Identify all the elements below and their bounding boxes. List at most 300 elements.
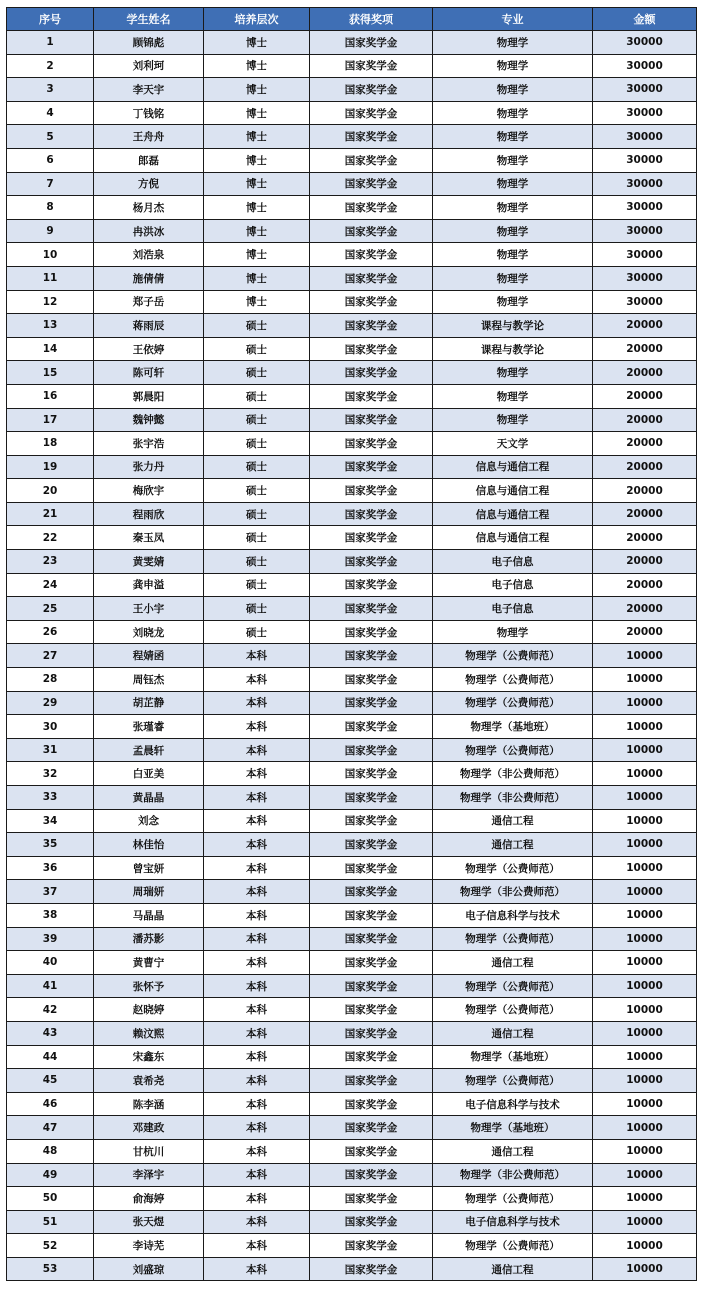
cell-amount: 30000 xyxy=(593,290,697,314)
cell-index: 28 xyxy=(7,668,94,692)
cell-amount: 20000 xyxy=(593,573,697,597)
cell-award: 国家奖学金 xyxy=(310,432,433,456)
header-row xyxy=(7,8,697,31)
cell-award: 国家奖学金 xyxy=(310,880,433,904)
cell-level: 本科 xyxy=(204,1210,310,1234)
cell-award: 国家奖学金 xyxy=(310,809,433,833)
cell-index: 31 xyxy=(7,738,94,762)
cell-index: 38 xyxy=(7,903,94,927)
cell-award: 国家奖学金 xyxy=(310,337,433,361)
cell-award: 国家奖学金 xyxy=(310,125,433,149)
cell-index: 27 xyxy=(7,644,94,668)
cell-award: 国家奖学金 xyxy=(310,455,433,479)
cell-student-name: 王依婷 xyxy=(94,337,204,361)
cell-level: 本科 xyxy=(204,1045,310,1069)
cell-major: 物理学 xyxy=(433,196,593,220)
cell-level: 本科 xyxy=(204,809,310,833)
table-row xyxy=(7,880,697,904)
cell-major: 通信工程 xyxy=(433,951,593,975)
cell-major: 物理学 xyxy=(433,408,593,432)
cell-amount: 30000 xyxy=(593,125,697,149)
table-row xyxy=(7,974,697,998)
cell-award: 国家奖学金 xyxy=(310,974,433,998)
cell-level: 本科 xyxy=(204,974,310,998)
cell-major: 物理学 xyxy=(433,31,593,55)
cell-award: 国家奖学金 xyxy=(310,266,433,290)
cell-award: 国家奖学金 xyxy=(310,526,433,550)
cell-award: 国家奖学金 xyxy=(310,361,433,385)
cell-level: 本科 xyxy=(204,738,310,762)
cell-level: 本科 xyxy=(204,927,310,951)
cell-amount: 10000 xyxy=(593,809,697,833)
cell-major: 物理学 xyxy=(433,101,593,125)
cell-level: 本科 xyxy=(204,1257,310,1281)
cell-student-name: 陈可轩 xyxy=(94,361,204,385)
cell-student-name: 顾锦彪 xyxy=(94,31,204,55)
cell-level: 硕士 xyxy=(204,408,310,432)
cell-award: 国家奖学金 xyxy=(310,668,433,692)
cell-major: 信息与通信工程 xyxy=(433,526,593,550)
table-row xyxy=(7,644,697,668)
cell-amount: 10000 xyxy=(593,1163,697,1187)
cell-index: 51 xyxy=(7,1210,94,1234)
cell-student-name: 郑子岳 xyxy=(94,290,204,314)
cell-award: 国家奖学金 xyxy=(310,644,433,668)
cell-index: 20 xyxy=(7,479,94,503)
cell-index: 42 xyxy=(7,998,94,1022)
cell-index: 6 xyxy=(7,148,94,172)
cell-student-name: 龚申溢 xyxy=(94,573,204,597)
table-row xyxy=(7,125,697,149)
cell-level: 本科 xyxy=(204,1021,310,1045)
table-row xyxy=(7,337,697,361)
cell-amount: 10000 xyxy=(593,1187,697,1211)
cell-student-name: 白亚美 xyxy=(94,762,204,786)
cell-award: 国家奖学金 xyxy=(310,573,433,597)
cell-student-name: 郭晨阳 xyxy=(94,384,204,408)
cell-major: 电子信息 xyxy=(433,597,593,621)
cell-amount: 20000 xyxy=(593,620,697,644)
cell-major: 物理学 xyxy=(433,290,593,314)
cell-amount: 10000 xyxy=(593,903,697,927)
cell-student-name: 张怀予 xyxy=(94,974,204,998)
cell-student-name: 邓建政 xyxy=(94,1116,204,1140)
cell-level: 博士 xyxy=(204,219,310,243)
cell-index: 15 xyxy=(7,361,94,385)
cell-level: 博士 xyxy=(204,266,310,290)
cell-amount: 30000 xyxy=(593,196,697,220)
cell-award: 国家奖学金 xyxy=(310,1187,433,1211)
table-row xyxy=(7,432,697,456)
cell-amount: 10000 xyxy=(593,880,697,904)
cell-student-name: 施倩倩 xyxy=(94,266,204,290)
cell-index: 4 xyxy=(7,101,94,125)
cell-major: 物理学（公费师范） xyxy=(433,927,593,951)
cell-amount: 10000 xyxy=(593,927,697,951)
cell-amount: 20000 xyxy=(593,384,697,408)
cell-award: 国家奖学金 xyxy=(310,479,433,503)
cell-student-name: 刘念 xyxy=(94,809,204,833)
cell-level: 本科 xyxy=(204,644,310,668)
cell-major: 物理学（公费师范） xyxy=(433,738,593,762)
cell-student-name: 张瑾睿 xyxy=(94,715,204,739)
cell-student-name: 周钰杰 xyxy=(94,668,204,692)
cell-major: 物理学 xyxy=(433,243,593,267)
table-row xyxy=(7,927,697,951)
cell-award: 国家奖学金 xyxy=(310,1139,433,1163)
cell-student-name: 程婧函 xyxy=(94,644,204,668)
cell-student-name: 李诗芜 xyxy=(94,1234,204,1258)
cell-amount: 10000 xyxy=(593,1234,697,1258)
table-row xyxy=(7,762,697,786)
table-row xyxy=(7,1210,697,1234)
cell-student-name: 王小宇 xyxy=(94,597,204,621)
cell-index: 5 xyxy=(7,125,94,149)
cell-student-name: 郎磊 xyxy=(94,148,204,172)
table-row xyxy=(7,550,697,574)
cell-level: 硕士 xyxy=(204,432,310,456)
cell-major: 物理学 xyxy=(433,219,593,243)
cell-level: 博士 xyxy=(204,196,310,220)
cell-level: 硕士 xyxy=(204,361,310,385)
cell-student-name: 李天宇 xyxy=(94,78,204,102)
table-row xyxy=(7,408,697,432)
cell-award: 国家奖学金 xyxy=(310,738,433,762)
cell-major: 物理学 xyxy=(433,266,593,290)
table-header xyxy=(7,8,697,31)
cell-major: 通信工程 xyxy=(433,809,593,833)
column-header-amount: 金额 xyxy=(593,8,697,31)
cell-amount: 20000 xyxy=(593,408,697,432)
cell-major: 电子信息 xyxy=(433,573,593,597)
cell-student-name: 赖汶熙 xyxy=(94,1021,204,1045)
cell-amount: 20000 xyxy=(593,432,697,456)
cell-student-name: 刘盛琼 xyxy=(94,1257,204,1281)
table-row xyxy=(7,479,697,503)
cell-student-name: 方倪 xyxy=(94,172,204,196)
cell-student-name: 林佳怡 xyxy=(94,833,204,857)
cell-major: 物理学 xyxy=(433,620,593,644)
cell-major: 物理学（公费师范） xyxy=(433,668,593,692)
cell-level: 博士 xyxy=(204,290,310,314)
table-row xyxy=(7,903,697,927)
cell-major: 电子信息科学与技术 xyxy=(433,1210,593,1234)
table-row xyxy=(7,290,697,314)
column-header-award: 获得奖项 xyxy=(310,8,433,31)
cell-award: 国家奖学金 xyxy=(310,172,433,196)
cell-award: 国家奖学金 xyxy=(310,148,433,172)
cell-level: 本科 xyxy=(204,856,310,880)
cell-student-name: 张宇浩 xyxy=(94,432,204,456)
cell-major: 物理学（非公费师范） xyxy=(433,786,593,810)
cell-index: 47 xyxy=(7,1116,94,1140)
table-row xyxy=(7,266,697,290)
table-row xyxy=(7,1187,697,1211)
cell-award: 国家奖学金 xyxy=(310,219,433,243)
cell-index: 48 xyxy=(7,1139,94,1163)
cell-major: 通信工程 xyxy=(433,1139,593,1163)
cell-major: 物理学（公费师范） xyxy=(433,644,593,668)
table-row xyxy=(7,809,697,833)
cell-level: 本科 xyxy=(204,762,310,786)
cell-student-name: 魏钟懿 xyxy=(94,408,204,432)
cell-student-name: 黄雯婧 xyxy=(94,550,204,574)
cell-major: 物理学（公费师范） xyxy=(433,1069,593,1093)
cell-index: 7 xyxy=(7,172,94,196)
cell-major: 物理学 xyxy=(433,78,593,102)
cell-major: 电子信息 xyxy=(433,550,593,574)
cell-major: 物理学（公费师范） xyxy=(433,1234,593,1258)
cell-level: 博士 xyxy=(204,243,310,267)
cell-amount: 20000 xyxy=(593,361,697,385)
cell-student-name: 程雨欣 xyxy=(94,502,204,526)
cell-amount: 10000 xyxy=(593,1210,697,1234)
table-body xyxy=(7,31,697,1281)
cell-student-name: 杨月杰 xyxy=(94,196,204,220)
table-row xyxy=(7,668,697,692)
table-row xyxy=(7,738,697,762)
cell-level: 本科 xyxy=(204,880,310,904)
cell-student-name: 孟晨轩 xyxy=(94,738,204,762)
cell-major: 课程与教学论 xyxy=(433,314,593,338)
cell-amount: 10000 xyxy=(593,1092,697,1116)
cell-amount: 10000 xyxy=(593,951,697,975)
cell-level: 本科 xyxy=(204,1092,310,1116)
cell-student-name: 冉洪冰 xyxy=(94,219,204,243)
cell-level: 本科 xyxy=(204,715,310,739)
cell-student-name: 秦玉凤 xyxy=(94,526,204,550)
cell-amount: 10000 xyxy=(593,1116,697,1140)
table-row xyxy=(7,243,697,267)
cell-amount: 30000 xyxy=(593,31,697,55)
table-row xyxy=(7,172,697,196)
cell-amount: 30000 xyxy=(593,54,697,78)
cell-award: 国家奖学金 xyxy=(310,1163,433,1187)
cell-student-name: 陈李涵 xyxy=(94,1092,204,1116)
table-row xyxy=(7,786,697,810)
cell-level: 博士 xyxy=(204,125,310,149)
cell-amount: 10000 xyxy=(593,856,697,880)
cell-level: 本科 xyxy=(204,786,310,810)
cell-award: 国家奖学金 xyxy=(310,691,433,715)
cell-major: 物理学（基地班） xyxy=(433,1116,593,1140)
cell-award: 国家奖学金 xyxy=(310,243,433,267)
cell-award: 国家奖学金 xyxy=(310,856,433,880)
cell-award: 国家奖学金 xyxy=(310,408,433,432)
cell-index: 23 xyxy=(7,550,94,574)
cell-level: 硕士 xyxy=(204,502,310,526)
table-row xyxy=(7,314,697,338)
cell-student-name: 宋鑫东 xyxy=(94,1045,204,1069)
cell-level: 本科 xyxy=(204,1116,310,1140)
cell-major: 物理学（公费师范） xyxy=(433,691,593,715)
cell-level: 本科 xyxy=(204,668,310,692)
table-row xyxy=(7,597,697,621)
cell-amount: 10000 xyxy=(593,668,697,692)
cell-award: 国家奖学金 xyxy=(310,196,433,220)
cell-student-name: 张力丹 xyxy=(94,455,204,479)
cell-level: 硕士 xyxy=(204,526,310,550)
cell-index: 25 xyxy=(7,597,94,621)
cell-index: 39 xyxy=(7,927,94,951)
cell-index: 17 xyxy=(7,408,94,432)
cell-index: 32 xyxy=(7,762,94,786)
table-row xyxy=(7,833,697,857)
cell-amount: 10000 xyxy=(593,762,697,786)
cell-amount: 10000 xyxy=(593,1257,697,1281)
cell-amount: 30000 xyxy=(593,78,697,102)
cell-amount: 10000 xyxy=(593,833,697,857)
cell-award: 国家奖学金 xyxy=(310,833,433,857)
cell-award: 国家奖学金 xyxy=(310,1210,433,1234)
cell-student-name: 梅欣宇 xyxy=(94,479,204,503)
table-row xyxy=(7,78,697,102)
cell-student-name: 刘利珂 xyxy=(94,54,204,78)
column-header-index: 序号 xyxy=(7,8,94,31)
cell-award: 国家奖学金 xyxy=(310,1045,433,1069)
cell-level: 硕士 xyxy=(204,620,310,644)
cell-level: 硕士 xyxy=(204,550,310,574)
cell-level: 硕士 xyxy=(204,479,310,503)
table-row xyxy=(7,715,697,739)
cell-index: 10 xyxy=(7,243,94,267)
cell-student-name: 王舟舟 xyxy=(94,125,204,149)
cell-award: 国家奖学金 xyxy=(310,1257,433,1281)
table-row xyxy=(7,1234,697,1258)
cell-level: 硕士 xyxy=(204,314,310,338)
table-row xyxy=(7,101,697,125)
cell-amount: 30000 xyxy=(593,172,697,196)
cell-index: 9 xyxy=(7,219,94,243)
cell-amount: 20000 xyxy=(593,550,697,574)
cell-level: 本科 xyxy=(204,1187,310,1211)
cell-index: 33 xyxy=(7,786,94,810)
cell-index: 13 xyxy=(7,314,94,338)
column-header-name: 学生姓名 xyxy=(94,8,204,31)
cell-amount: 10000 xyxy=(593,691,697,715)
cell-major: 通信工程 xyxy=(433,1021,593,1045)
cell-student-name: 丁钱铭 xyxy=(94,101,204,125)
table-row xyxy=(7,1116,697,1140)
cell-award: 国家奖学金 xyxy=(310,786,433,810)
cell-major: 物理学 xyxy=(433,125,593,149)
cell-level: 本科 xyxy=(204,691,310,715)
cell-student-name: 马晶晶 xyxy=(94,903,204,927)
cell-major: 通信工程 xyxy=(433,833,593,857)
table-row xyxy=(7,526,697,550)
cell-award: 国家奖学金 xyxy=(310,951,433,975)
cell-level: 本科 xyxy=(204,833,310,857)
cell-amount: 20000 xyxy=(593,479,697,503)
cell-index: 40 xyxy=(7,951,94,975)
cell-student-name: 蒋雨辰 xyxy=(94,314,204,338)
cell-student-name: 曾宝妍 xyxy=(94,856,204,880)
cell-amount: 10000 xyxy=(593,715,697,739)
cell-level: 本科 xyxy=(204,1163,310,1187)
cell-index: 3 xyxy=(7,78,94,102)
cell-award: 国家奖学金 xyxy=(310,1092,433,1116)
cell-major: 物理学 xyxy=(433,148,593,172)
cell-index: 29 xyxy=(7,691,94,715)
cell-award: 国家奖学金 xyxy=(310,1069,433,1093)
cell-award: 国家奖学金 xyxy=(310,78,433,102)
cell-award: 国家奖学金 xyxy=(310,1116,433,1140)
cell-student-name: 周瑞妍 xyxy=(94,880,204,904)
cell-award: 国家奖学金 xyxy=(310,903,433,927)
cell-index: 30 xyxy=(7,715,94,739)
award-table-container xyxy=(6,7,696,1281)
cell-amount: 10000 xyxy=(593,1045,697,1069)
cell-award: 国家奖学金 xyxy=(310,927,433,951)
cell-student-name: 胡芷静 xyxy=(94,691,204,715)
cell-index: 44 xyxy=(7,1045,94,1069)
column-header-level: 培养层次 xyxy=(204,8,310,31)
cell-level: 硕士 xyxy=(204,573,310,597)
cell-major: 物理学 xyxy=(433,54,593,78)
table-row xyxy=(7,1092,697,1116)
cell-amount: 30000 xyxy=(593,243,697,267)
cell-award: 国家奖学金 xyxy=(310,290,433,314)
cell-level: 博士 xyxy=(204,172,310,196)
table-row xyxy=(7,1257,697,1281)
cell-student-name: 潘苏影 xyxy=(94,927,204,951)
table-row xyxy=(7,31,697,55)
cell-index: 18 xyxy=(7,432,94,456)
cell-index: 12 xyxy=(7,290,94,314)
cell-major: 电子信息科学与技术 xyxy=(433,1092,593,1116)
cell-major: 物理学 xyxy=(433,172,593,196)
cell-level: 博士 xyxy=(204,148,310,172)
cell-index: 19 xyxy=(7,455,94,479)
cell-major: 物理学 xyxy=(433,361,593,385)
table-row xyxy=(7,384,697,408)
cell-amount: 20000 xyxy=(593,337,697,361)
table-row xyxy=(7,951,697,975)
cell-amount: 20000 xyxy=(593,526,697,550)
cell-amount: 30000 xyxy=(593,219,697,243)
table-row xyxy=(7,1045,697,1069)
cell-amount: 10000 xyxy=(593,1021,697,1045)
table-row xyxy=(7,148,697,172)
cell-award: 国家奖学金 xyxy=(310,1021,433,1045)
cell-student-name: 张天煜 xyxy=(94,1210,204,1234)
table-row xyxy=(7,1163,697,1187)
cell-major: 物理学（非公费师范） xyxy=(433,762,593,786)
cell-amount: 20000 xyxy=(593,314,697,338)
cell-award: 国家奖学金 xyxy=(310,597,433,621)
cell-level: 博士 xyxy=(204,101,310,125)
cell-level: 硕士 xyxy=(204,337,310,361)
cell-index: 8 xyxy=(7,196,94,220)
cell-major: 物理学（公费师范） xyxy=(433,974,593,998)
cell-index: 43 xyxy=(7,1021,94,1045)
cell-major: 天文学 xyxy=(433,432,593,456)
cell-major: 通信工程 xyxy=(433,1257,593,1281)
table-row xyxy=(7,573,697,597)
table-row xyxy=(7,856,697,880)
cell-student-name: 黄晶晶 xyxy=(94,786,204,810)
cell-award: 国家奖学金 xyxy=(310,54,433,78)
cell-amount: 10000 xyxy=(593,974,697,998)
cell-student-name: 袁希尧 xyxy=(94,1069,204,1093)
cell-major: 物理学（公费师范） xyxy=(433,856,593,880)
cell-level: 硕士 xyxy=(204,384,310,408)
table-row xyxy=(7,998,697,1022)
cell-level: 本科 xyxy=(204,1069,310,1093)
cell-index: 1 xyxy=(7,31,94,55)
cell-major: 信息与通信工程 xyxy=(433,455,593,479)
cell-major: 物理学（公费师范） xyxy=(433,1187,593,1211)
